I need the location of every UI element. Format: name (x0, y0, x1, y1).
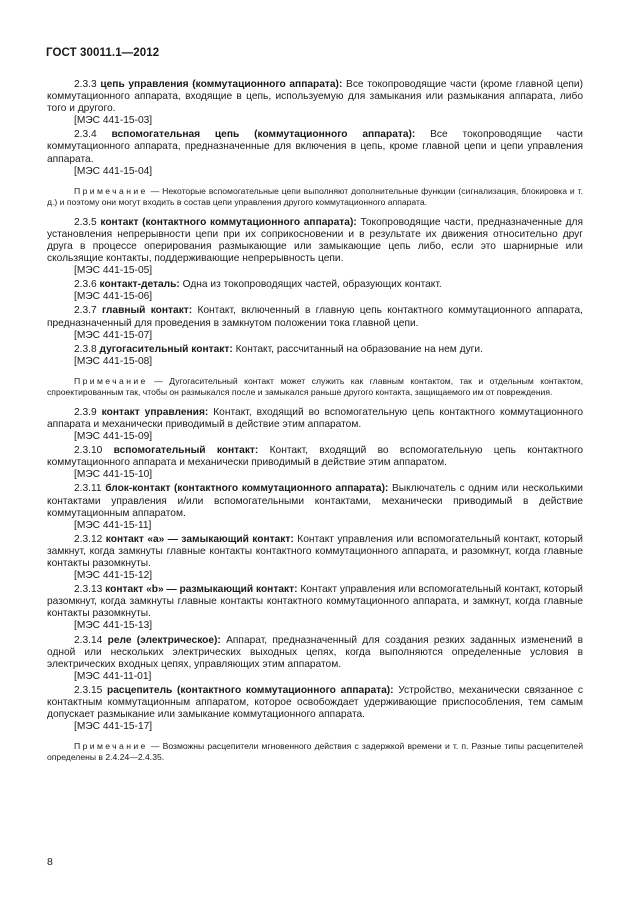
reference: [МЭС 441-15-11] (74, 519, 152, 531)
clause-2-3-4: 2.3.4 вспомогательная цепь (коммутационного аппарата): Все токопроводящие части коммутационного аппарата, предназначенные для включения в цепь, кроме главной цепи и цепи управления аппарата. (47, 129, 583, 165)
note-3: Примечание — Возможны расцепители мгновенного действия с задержкой времени и т. п. Разные типы расцепителей определены в 2.4.24—2.4.35. (47, 741, 583, 763)
page-number: 8 (47, 856, 53, 868)
clause-2-3-3: 2.3.3 цепь управления (коммутационного аппарата): Все токопроводящие части (кроме главной цепи) коммутационного аппарата, входящие в цепь, используемую для замыкания или размыкания аппарата, либо того и другого. (47, 79, 583, 115)
clause-2-3-11: 2.3.11 блок-контакт (контактного коммутационного аппарата): Выключатель с одним или несколькими контактами управления и/или вспомогательными контактами, механически приводимый в действие коммутационным аппаратом. (47, 483, 583, 519)
reference: [МЭС 441-15-12] (74, 570, 153, 582)
reference: [МЭС 441-15-10] (74, 469, 153, 481)
clause-2-3-8: 2.3.8 дугогасительный контакт: Контакт, рассчитанный на образование на нем дуги. (74, 343, 483, 355)
clause-2-3-12: 2.3.12 контакт «а» — замыкающий контакт: Контакт управления или вспомогательный контакт, который замкнут, когда замкнуты главные контакты контактного коммутационного аппарата, и разомкнут, когда главные контакты разомкнуты. (47, 533, 583, 569)
clause-2-3-10: 2.3.10 вспомогательный контакт: Контакт, входящий во вспомогательную цепь контактного коммутационного аппарата и механически приводимый в действие этим аппаратом. (47, 445, 583, 469)
reference: [МЭС 441-15-03] (74, 115, 153, 127)
reference: [МЭС 441-15-07] (74, 329, 153, 341)
reference: [МЭС 441-15-08] (74, 355, 153, 367)
clause-2-3-7: 2.3.7 главный контакт: Контакт, включенный в главную цепь контактного коммутационного аппарата, предназначенный для проведения в замкнутом положении тока главной цепи. (47, 305, 583, 329)
clause-2-3-15: 2.3.15 расцепитель (контактного коммутационного аппарата): Устройство, механически связанное с контактным коммутационным аппаратом, которое освобождает удерживающие приспособления, тем самым допускает размыкание или замыкание коммутационного аппарата. (47, 684, 583, 721)
note-1: Примечание — Некоторые вспомогательные цепи выполняют дополнительные функции (сигнализация, блокировка и т. д.) и поэтому они могут входить в состав цепи управления другого коммутационного аппарата. (47, 185, 583, 207)
reference: [МЭС 441-15-04] (74, 165, 153, 177)
note-2: Примечание — Дугогасительный контакт может служить как главным контактом, так и отдельным контактом, спроектированным так, чтобы он размыкался после и замыкался раньше другого контакта, защищаемого им от повреждения. (47, 375, 583, 397)
clause-2-3-9: 2.3.9 контакт управления: Контакт, входящий во вспомогательную цепь контактного коммутационного аппарата и механически приводимый в действие этим аппаратом. (47, 406, 583, 430)
clause-2-3-6: 2.3.6 контакт-деталь: Одна из токопроводящих частей, образующих контакт. (74, 279, 442, 291)
clause-2-3-13: 2.3.13 контакт «b» — размыкающий контакт: Контакт управления или вспомогательный контакт, который разомкнут, когда замкнуты главные контакты контактного коммутационного аппарата, и замкнут, когда главные контакты разомкнуты. (47, 584, 583, 620)
reference: [МЭС 441-15-13] (74, 620, 153, 632)
reference: [МЭС 441-15-05] (74, 265, 153, 277)
reference: [МЭС 441-11-01] (74, 670, 152, 682)
document-body (47, 79, 583, 772)
clause-2-3-14: 2.3.14 реле (электрическое): Аппарат, предназначенный для создания резких заданных изменений в одной или нескольких электрических выходных цепях, когда выполняются определенные условия в электрических входных цепях, управляющих этим аппаратом. (47, 634, 583, 670)
reference: [МЭС 441-15-17] (74, 721, 153, 733)
reference: [МЭС 441-15-09] (74, 431, 153, 443)
clause-2-3-5: 2.3.5 контакт (контактного коммутационного аппарата): Токопроводящие части, предназначенные для установления непрерывности цепи при их соприкосновении и в результате их движения относительно друг друга в процессе оперирования размыкающие или замыкающие цепь либо, если это шарнирные или скользящие контакты, поддерживающие непрерывность цепи. (47, 216, 583, 265)
document-header: ГОСТ 30011.1—2012 (46, 47, 160, 59)
reference: [МЭС 441-15-06] (74, 291, 153, 303)
